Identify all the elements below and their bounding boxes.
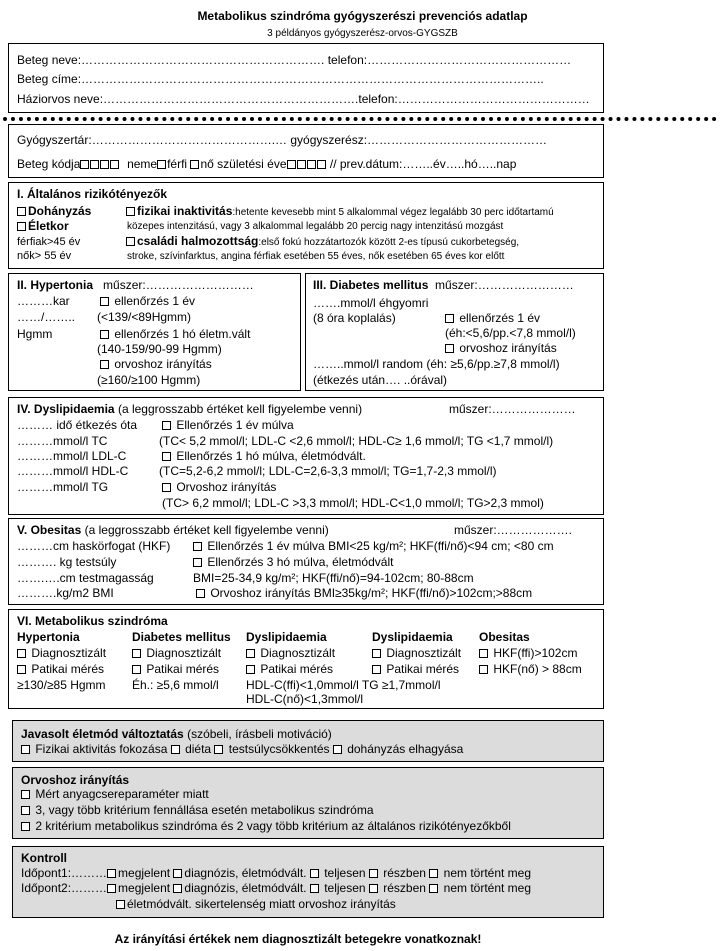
- pharmacy-box: [8, 124, 604, 178]
- patient-code-label: Beteg kódja: [17, 157, 81, 171]
- inactivity-text-2: közepes intenzitású, vagy 3 alkalommal legalább 20 percig nagy intenzitású mozgást: [127, 221, 504, 232]
- ms-col1-checkbox2[interactable]: [17, 665, 26, 674]
- diet-checkbox[interactable]: [171, 745, 180, 754]
- ms-col4-item2: [372, 662, 459, 676]
- ms-col4-checkbox2[interactable]: [372, 665, 381, 674]
- dm-refer: [445, 341, 557, 355]
- ms-col1-head: Hypertonia: [17, 630, 80, 644]
- dm-check1-cond: (éh:<5,6/pp.<7,8 mmol/l): [445, 326, 576, 340]
- row1-partly-checkbox[interactable]: [369, 869, 378, 878]
- birth-box-2[interactable]: [297, 160, 306, 169]
- ob-check1-label: Ellenőrzés 1 év múlva BMI<25 kg/m²; HKF(ffi/nő)<94 cm; <80 cm: [207, 539, 554, 553]
- hdl-field[interactable]: ………mmol/l HDL-C: [17, 464, 129, 478]
- section-dyslipidaemia: [8, 397, 604, 515]
- ob-check1-checkbox[interactable]: [193, 542, 202, 551]
- family-checkbox[interactable]: [126, 237, 135, 246]
- row2-appeared-checkbox[interactable]: [107, 884, 116, 893]
- ms-col4-head: Dyslipidaemia: [372, 630, 453, 644]
- bp-check2-cond: (140-159/90-99 Hgmm): [97, 342, 222, 356]
- fasting-note: (8 óra koplalás): [313, 311, 396, 325]
- family-title: családi halmozottság: [137, 234, 259, 248]
- height-field[interactable]: …….….cm testmagasság: [17, 571, 154, 585]
- referral-item1: [21, 787, 209, 801]
- dm-refer-checkbox[interactable]: [445, 344, 454, 353]
- diabetes-header: [313, 278, 574, 292]
- lipid-check2-label: Ellenőrzés 1 hó múlva, életmódvált.: [176, 449, 366, 463]
- bp-refer: [100, 357, 212, 371]
- bp-check2-checkbox[interactable]: [100, 330, 109, 339]
- inactivity-checkbox[interactable]: [126, 207, 135, 216]
- ms-col3-note2: HDL-C(nő)<1,3mmol/l: [246, 692, 364, 706]
- ms-col2-head: Diabetes mellitus: [132, 630, 231, 644]
- birth-label: születési éve: [217, 157, 287, 171]
- metabolic-title: VI. Metabolikus szindróma: [17, 614, 168, 628]
- since-meal-field[interactable]: ……… idő étkezés óta: [17, 418, 138, 432]
- age-option: [17, 219, 69, 233]
- ms-col3-head: Dyslipidaemia: [246, 630, 327, 644]
- weight-field[interactable]: ………. kg testsúly: [17, 555, 117, 569]
- section-obesitas: [8, 518, 604, 605]
- after-meal-field[interactable]: (étkezés után…. ..órával): [313, 373, 448, 387]
- hypertonia-title: II. Hypertonia: [17, 278, 94, 292]
- family-text-2: stroke, szívinfarktus, angina férfiak esetében 55 éves, nők esetében 65 éves kor előtt: [127, 251, 505, 262]
- smoking-checkbox[interactable]: [17, 207, 26, 216]
- row1-fully-checkbox[interactable]: [310, 869, 319, 878]
- activity-label: Fizikai aktivitás fokozása: [35, 742, 168, 756]
- ms-col2-label2: Patikai mérés: [146, 662, 220, 676]
- bp-refer-checkbox[interactable]: [100, 360, 109, 369]
- dyslipidaemia-device-field[interactable]: műszer:…………………: [449, 402, 576, 416]
- ms-col4-label1: Diagnosztizált: [386, 646, 462, 660]
- obesitas-device-field[interactable]: műszer:……………….: [454, 523, 573, 537]
- obesitas-note: (a leggrosszabb értéket kell figyelembe venni): [81, 523, 329, 537]
- lipid-check1: [162, 418, 294, 432]
- bp-ratio-field[interactable]: ……/……..: [17, 310, 76, 324]
- row2-diagnosis-label: diagnózis, életmódvált.: [184, 881, 307, 895]
- cut-line: [3, 117, 717, 121]
- lipid-check1-label: Ellenőrzés 1 év múlva: [176, 418, 294, 432]
- row1-diagnosis-checkbox[interactable]: [173, 869, 182, 878]
- control-title: Kontroll: [21, 851, 67, 865]
- ms-col3-checkbox1[interactable]: [246, 649, 255, 658]
- patient-box: [8, 43, 604, 113]
- quit-smoking-checkbox[interactable]: [333, 745, 342, 754]
- lipid-check2: [162, 449, 366, 463]
- row2-none-label: nem történt meg: [443, 881, 532, 895]
- dm-check1-label: ellenőrzés 1 év: [459, 311, 541, 325]
- patient-name-field[interactable]: Beteg neve:……………………………………………………. telefon:……………………………………………: [17, 53, 572, 67]
- family-text: :első fokú hozzátartozók között 2-es típusú cukorbetegség,: [258, 237, 520, 248]
- ob-refer-label: Orvoshoz irányítás BMI≥35kg/m²; HKF(ffi/nő)>102cm;>88cm: [210, 586, 533, 600]
- control-row3: [116, 897, 396, 911]
- ob-refer: [196, 586, 532, 600]
- sex-label: neme: [127, 157, 158, 171]
- ob-check2: [193, 555, 393, 569]
- lipid-refer-label: Orvoshoz irányítás: [176, 480, 277, 494]
- ms-col1-item2: [17, 662, 104, 676]
- prev-date-field[interactable]: // prev.dátum:……..év…..hó…..nap: [329, 157, 517, 171]
- diet-label: diéta: [185, 742, 212, 756]
- row1-appeared-checkbox[interactable]: [107, 869, 116, 878]
- referral-title: Orvoshoz irányítás: [21, 773, 130, 787]
- pharmacy-field[interactable]: Gyógyszertár:……………………………………….… gyógyszerész:………………………………………: [17, 133, 548, 147]
- dyslipidaemia-note: (a leggrosszabb értéket kell figyelembe venni): [114, 402, 363, 416]
- row2-appeared-label: megjelent: [118, 881, 171, 895]
- ms-col1-label2: Patikai mérés: [31, 662, 105, 676]
- control-row2: [21, 881, 531, 895]
- referral-item2: [21, 803, 374, 817]
- code-box-3[interactable]: [100, 160, 109, 169]
- age-label: Életkor: [28, 219, 69, 233]
- waist-field[interactable]: ………cm haskörfogat (HKF): [17, 539, 171, 553]
- referral-box: [12, 767, 604, 839]
- ms-col2-checkbox1[interactable]: [132, 649, 141, 658]
- row1-none-label: nem történt meg: [443, 866, 532, 880]
- referral-checkbox3[interactable]: [21, 822, 30, 831]
- ms-col2-item1: [132, 646, 221, 660]
- bp-refer-label: orvoshoz irányítás: [114, 357, 212, 371]
- ldl-field[interactable]: ………mmol/l LDL-C: [17, 449, 127, 463]
- row2-none-checkbox[interactable]: [429, 884, 438, 893]
- ms-col4-label2: Patikai mérés: [386, 662, 460, 676]
- row2-fully-checkbox[interactable]: [310, 884, 319, 893]
- dyslipidaemia-header: [17, 402, 362, 416]
- activity-checkbox[interactable]: [21, 745, 30, 754]
- referral-item3: [21, 819, 511, 833]
- bp-check1-label: ellenőrzés 1 év: [114, 294, 196, 308]
- tc-field[interactable]: ………mmol/l TC: [17, 434, 108, 448]
- birth-box-4[interactable]: [317, 160, 326, 169]
- inactivity-option: [126, 204, 554, 219]
- lipid-check2-cond: (TC=5,2-6,2 mmol/l; LDL-C=2,6-3,3 mmol/l; TG=1,7-2,3 mmol/l): [159, 464, 497, 478]
- ms-col4-checkbox1[interactable]: [372, 649, 381, 658]
- ms-col1-item1: [17, 646, 106, 660]
- male-checkbox[interactable]: [157, 160, 166, 169]
- male-label: férfi: [167, 157, 188, 171]
- ms-col3-checkbox2[interactable]: [246, 665, 255, 674]
- lifestyle-options: [21, 742, 463, 756]
- birth-box-3[interactable]: [307, 160, 316, 169]
- lifestyle-title: Javasolt életmód változtatás: [21, 727, 184, 741]
- ms-col4-item1: [372, 646, 461, 660]
- diabetes-title: III. Diabetes mellitus: [313, 278, 429, 292]
- hypertonia-device-field[interactable]: műszer:………………………: [103, 278, 254, 292]
- hypertonia-header: [17, 278, 254, 292]
- row1-partly-label: részben: [383, 866, 426, 880]
- control-row1-label[interactable]: Időpont1:………: [21, 866, 108, 880]
- fasting-field[interactable]: …….mmol/l éhgyomri: [313, 296, 429, 310]
- row2-partly-checkbox[interactable]: [369, 884, 378, 893]
- form-title: Metabolikus szindróma gyógyszerészi prevenciós adatlap: [197, 9, 528, 23]
- referral-checkbox2[interactable]: [21, 806, 30, 815]
- control-row2-label[interactable]: Időpont2:………: [21, 881, 108, 895]
- ms-col5-label1: HKF(ffi)>102cm: [493, 646, 578, 660]
- dyslipidaemia-title: IV. Dyslipidaemia: [17, 402, 115, 416]
- ms-col5-label2: HKF(nő) > 88cm: [493, 662, 582, 676]
- referral-checkbox1[interactable]: [21, 790, 30, 799]
- row1-appeared-label: megjelent: [118, 866, 171, 880]
- row1-fully-label: teljesen: [324, 866, 366, 880]
- female-label: nő: [200, 157, 214, 171]
- female-checkbox[interactable]: [190, 160, 199, 169]
- ob-check2-checkbox[interactable]: [193, 558, 202, 567]
- control-box: [12, 846, 604, 918]
- code-box-4[interactable]: [110, 160, 119, 169]
- footer-note: Az irányítási értékek nem diagnosztizált betegekre vonatkoznak!: [114, 932, 482, 946]
- quit-smoking-label: dohányzás elhagyása: [347, 742, 464, 756]
- row2-fully-label: teljesen: [324, 881, 366, 895]
- kar-field[interactable]: ………kar: [17, 294, 70, 308]
- ms-col1-note: ≥130/≥85 Hgmm: [17, 678, 106, 692]
- ob-refer-checkbox[interactable]: [196, 589, 205, 598]
- form-subtitle: 3 példányos gyógyszerész-orvos-GYGSZB: [267, 28, 458, 39]
- ms-col5-checkbox2[interactable]: [479, 665, 488, 674]
- ms-col1-checkbox1[interactable]: [17, 649, 26, 658]
- bp-check1-cond: (<139/<89Hgmm): [97, 310, 192, 324]
- referral-label1: Mért anyagcsereparaméter miatt: [35, 787, 209, 801]
- lipid-refer: [162, 480, 276, 494]
- inactivity-title: fizikai inaktivitás: [137, 204, 233, 218]
- ms-col5-head: Obesitas: [479, 630, 530, 644]
- code-box-2[interactable]: [90, 160, 99, 169]
- age-female-text: nők> 55 év: [17, 250, 72, 262]
- ms-col5-item2: [479, 662, 582, 676]
- lifestyle-box: [12, 720, 604, 762]
- weight-loss-label: testsúlycsökkentés: [228, 742, 330, 756]
- bp-check2-label: ellenőrzés 1 hó életm.vált: [114, 327, 251, 341]
- section-hypertonia: [8, 273, 301, 391]
- ms-col3-label2: Patikai mérés: [260, 662, 334, 676]
- ms-col3-item1: [246, 646, 335, 660]
- dm-refer-label: orvoshoz irányítás: [459, 341, 557, 355]
- control-row1: [21, 866, 531, 880]
- inactivity-text: :hetente kevesebb mint 5 alkalommal végez legalább 30 perc időtartamú: [232, 207, 554, 218]
- row2-partly-label: részben: [383, 881, 426, 895]
- hgmm-label: Hgmm: [17, 327, 53, 341]
- age-male-text: férfiak>45 év: [17, 236, 81, 248]
- section1-title: I. Általános rizikótényezők: [17, 187, 168, 201]
- smoking-option: [17, 204, 91, 218]
- random-field[interactable]: ……..mmol/l random (éh: ≥5,6/pp.≥7,8 mmol/l): [313, 357, 560, 371]
- bp-check2: [100, 327, 250, 341]
- ms-col2-item2: [132, 662, 219, 676]
- lipid-check1-cond: (TC< 5,2 mmol/l; LDL-C <2,6 mmol/l; HDL-C≥ 1,6 mmol/l; TG <1,7 mmol/l): [159, 434, 554, 448]
- code-box-1[interactable]: [80, 160, 89, 169]
- ms-col2-note: Éh.: ≥5,6 mmol/l: [132, 678, 219, 692]
- smoking-label: Dohányzás: [28, 204, 92, 218]
- row2-diagnosis-checkbox[interactable]: [173, 884, 182, 893]
- ms-col1-label1: Diagnosztizált: [31, 646, 107, 660]
- bmi-field[interactable]: ……….kg/m2 BMI: [17, 586, 114, 600]
- bp-refer-cond: (≥160/≥100 Hgmm): [97, 373, 201, 387]
- diabetes-device-field[interactable]: műszer:……………………: [435, 278, 574, 292]
- lipid-refer-checkbox[interactable]: [162, 483, 171, 492]
- bp-check1-checkbox[interactable]: [100, 297, 109, 306]
- ms-col5-item1: [479, 646, 577, 660]
- referral-label3: 2 kritérium metabolikus szindróma és 2 vagy több kritérium az általános rizikótényezőkből: [35, 819, 511, 833]
- lipid-check2-checkbox[interactable]: [162, 452, 171, 461]
- row3-lifestyle-fail-checkbox[interactable]: [116, 900, 125, 909]
- ms-col3-note: HDL-C(ffi)<1,0mmol/l TG ≥1,7mmol/l: [246, 678, 441, 692]
- doctor-name-field[interactable]: Háziorvos neve:……………………………………………………….telefon:…………………………………………: [17, 92, 590, 106]
- obesitas-header: [17, 523, 329, 537]
- lifestyle-header: [21, 727, 332, 741]
- patient-address-field[interactable]: Beteg címe:……………………………………………………………………………………………………..: [17, 72, 544, 86]
- dm-check1-checkbox[interactable]: [445, 314, 454, 323]
- row3-lifestyle-fail-label: életmódvált. sikertelenség miatt orvoshoz irányítás: [127, 897, 396, 911]
- weight-loss-checkbox[interactable]: [214, 745, 223, 754]
- ob-check1: [193, 539, 554, 553]
- dm-check1: [445, 311, 540, 325]
- ms-col2-checkbox2[interactable]: [132, 665, 141, 674]
- section-general-risk: [8, 182, 604, 269]
- bp-check1: [100, 294, 195, 308]
- section-diabetes: [305, 273, 604, 391]
- lifestyle-note: (szóbeli, írásbeli motiváció): [183, 727, 332, 741]
- family-option: [126, 234, 519, 249]
- ms-col5-checkbox1[interactable]: [479, 649, 488, 658]
- lipid-check1-checkbox[interactable]: [162, 421, 171, 430]
- ob-check2-label: Ellenőrzés 3 hó múlva, életmódvált: [207, 555, 394, 569]
- section-metabolic: [8, 609, 604, 709]
- age-checkbox[interactable]: [17, 222, 26, 231]
- patient-code-row: [17, 157, 516, 171]
- lipid-refer-cond: (TC> 6,2 mmol/l; LDL-C >3,3 mmol/l; HDL-C<1,0 mmol/l; TG>2,3 mmol): [162, 496, 544, 510]
- ms-col3-item2: [246, 662, 333, 676]
- ms-col3-label1: Diagnosztizált: [260, 646, 336, 660]
- tg-field[interactable]: ………mmol/l TG: [17, 480, 109, 494]
- row1-diagnosis-label: diagnózis, életmódvált.: [184, 866, 307, 880]
- obesitas-title: V. Obesitas: [17, 523, 82, 537]
- ms-col2-label1: Diagnosztizált: [146, 646, 222, 660]
- referral-label2: 3, vagy több kritérium fennállása esetén metabolikus szindróma: [35, 803, 374, 817]
- row1-none-checkbox[interactable]: [429, 869, 438, 878]
- ob-check2-cond: BMI=25-34,9 kg/m²; HKF(ffi/nő)=94-102cm; 80-88cm: [193, 571, 474, 585]
- birth-box-1[interactable]: [287, 160, 296, 169]
